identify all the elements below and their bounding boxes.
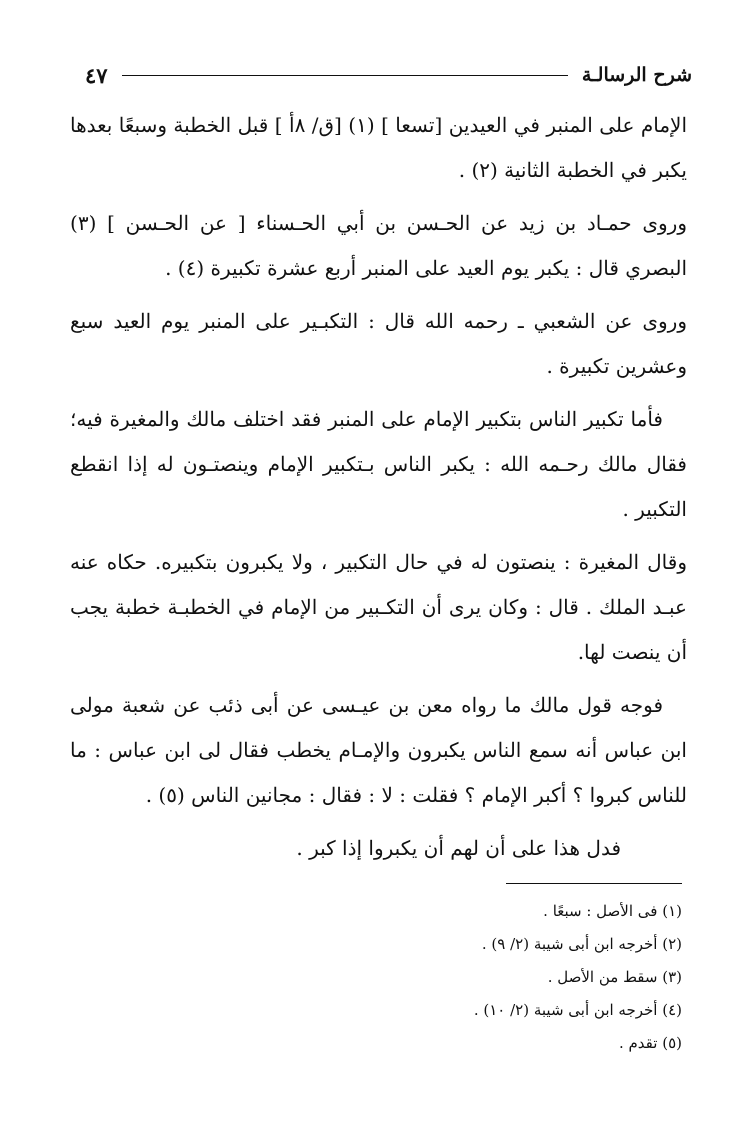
footnotes — [200, 895, 682, 1060]
header-rule — [122, 75, 568, 76]
page-header — [85, 60, 692, 90]
paragraph-5: وقال المغيرة : ينصتون له في حال التكبير ، ولا يكبرون بتكبيره. حكاه عنه عبـد الملك . قال : وكان يرى أن التكـبير من الإمام في الخطبـة خطبة يجب أن ينصت لها. — [70, 550, 687, 664]
paragraph-2: وروى حمـاد بن زيد عن الحـسن بن أبي الحـسناء [ عن الحـسن ] (٣) البصري قال : يكبر يوم العيد على المنبر أربع عشرة تكبيرة (٤) . — [70, 211, 687, 280]
main-text — [70, 103, 687, 879]
footnote-5: (٥) تقدم . — [618, 1034, 682, 1052]
footnote-3: (٣) سقط من الأصل . — [547, 968, 682, 986]
paragraph-3: وروى عن الشعبي ـ رحمه الله قال : التكبـير على المنبر يوم العيد سبع وعشرين تكبيرة . — [70, 309, 687, 378]
paragraph-7: فدل هذا على أن لهم أن يكبروا إذا كبر . — [296, 836, 621, 860]
running-title: شرح الرسالـة — [581, 64, 692, 86]
page-number: ٤٧ — [85, 62, 108, 88]
paragraph-4: فأما تكبير الناس بتكبير الإمام على المنبر فقد اختلف مالك والمغيرة فيه؛ فقال مالك رحـمه الله : يكبر الناس بـتكبير الإمام وينصتـون له إذا انقطع التكبير . — [70, 407, 687, 521]
footnote-rule — [506, 883, 682, 884]
paragraph-6: فوجه قول مالك ما رواه معن بن عيـسى عن أبى ذئب عن شعبة مولى ابن عباس أنه سمع الناس يكبرون والإمـام يخطب فقال لى ابن عباس : ما للناس كبروا ؟ أكبر الإمام ؟ فقلت : لا : فقال : مجانين الناس (٥) . — [70, 693, 687, 807]
footnote-1: (١) فى الأصل : سبعًا . — [543, 902, 682, 920]
paragraph-1: الإمام على المنبر في العيدين [تسعا ] (١) [ق/ ٨أ ] قبل الخطبة وسبعًا بعدها يكبر في الخطبة الثانية (٢) . — [70, 113, 688, 182]
footnote-4: (٤) أخرجه ابن أبى شيبة (٢/ ١٠) . — [473, 1001, 682, 1019]
footnote-2: (٢) أخرجه ابن أبى شيبة (٢/ ٩) . — [481, 935, 682, 953]
